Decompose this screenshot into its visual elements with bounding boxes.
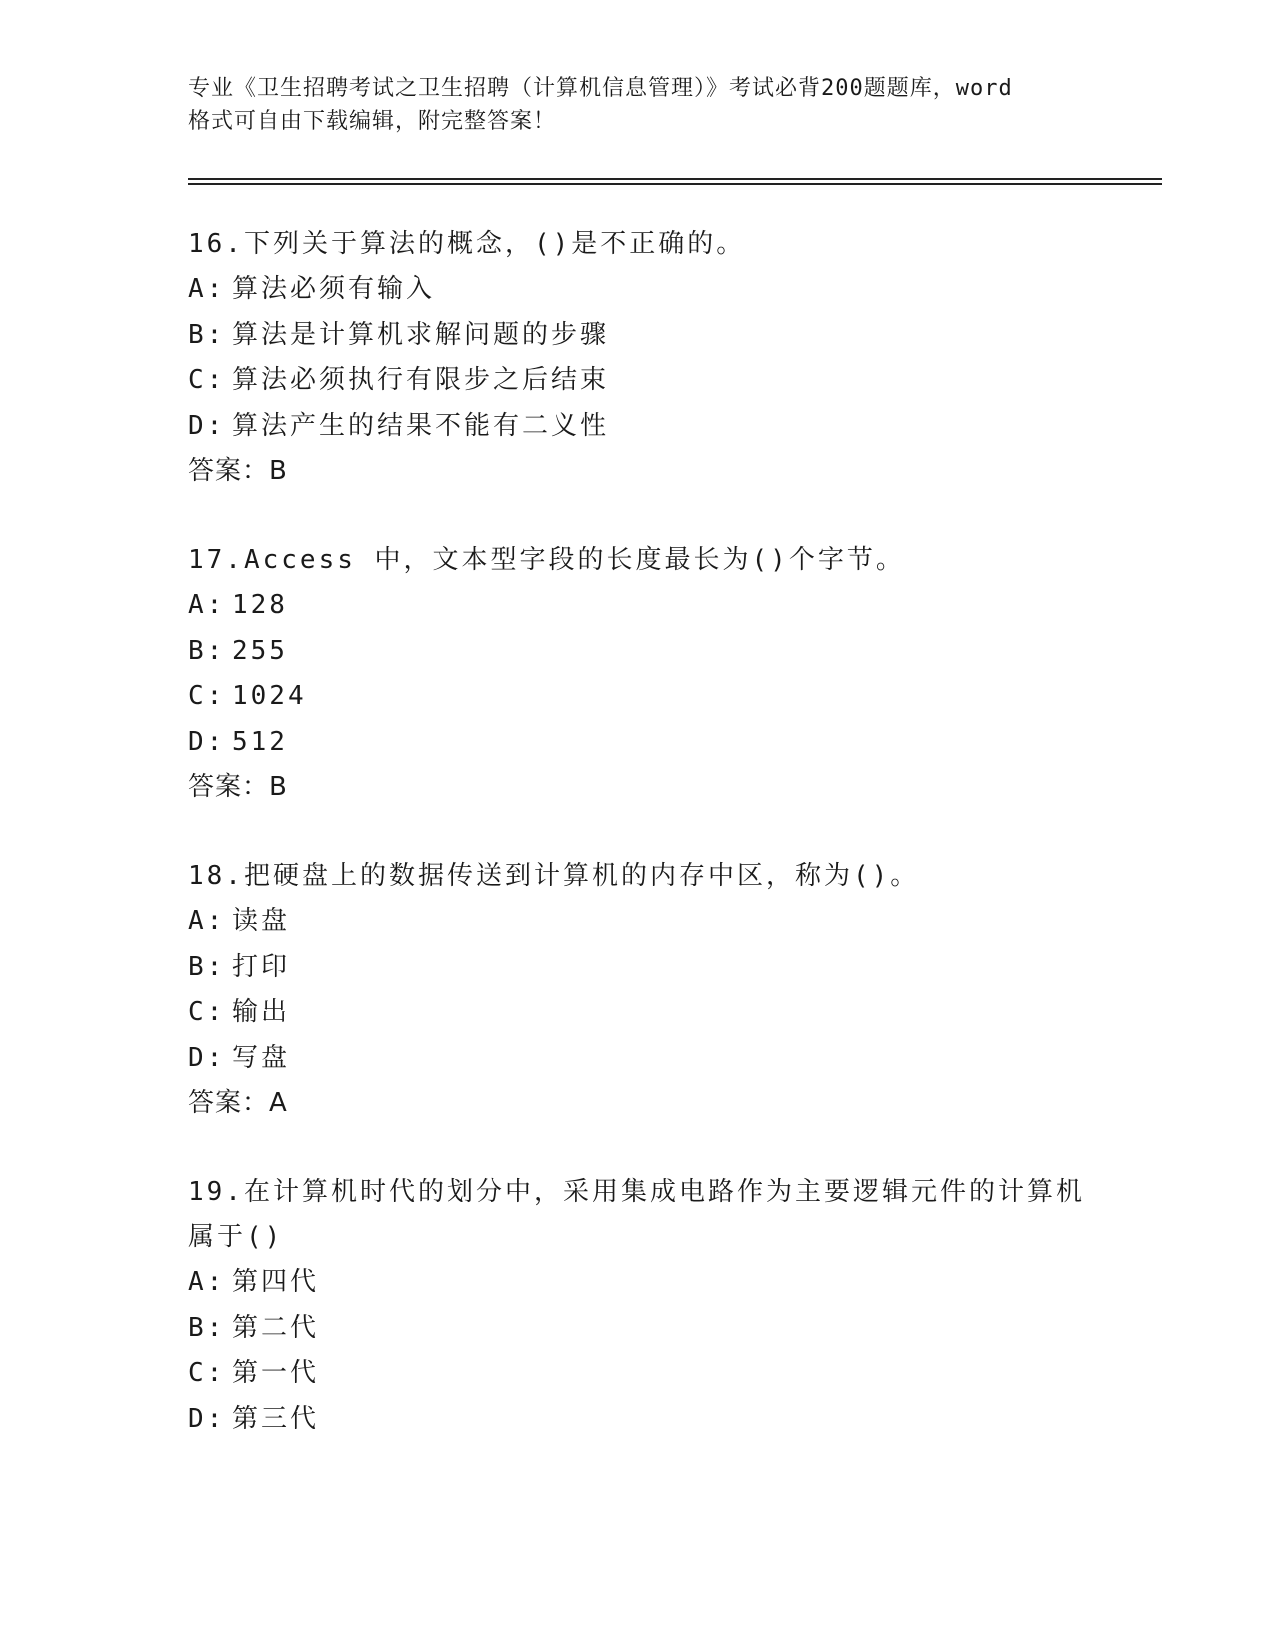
option-text: 第二代 [232,1312,320,1343]
question-19 [188,1170,1088,1442]
option-label: A: [188,1267,226,1297]
header-line-1: 专业《卫生招聘考试之卫生招聘（计算机信息管理）》考试必背200题题库，word [188,76,1013,101]
option-a [188,583,1088,629]
option-label: D: [188,1403,226,1434]
question-16 [188,222,1088,494]
option-b [188,945,1088,991]
option-label: A: [188,590,226,620]
option-text: 算法必须执行有限步之后结束 [232,365,610,395]
question-text: 17.Access 中，文本型字段的长度最长为()个字节。 [188,545,905,575]
option-c [188,674,1088,720]
option-label: B: [188,1312,226,1343]
option-text: 算法是计算机求解问题的步骤 [232,319,610,350]
question-text: 16.下列关于算法的概念，()是不正确的。 [188,229,746,259]
document-header [188,72,1088,138]
option-label: B: [188,635,226,666]
question-18 [188,854,1088,1126]
option-d [188,720,1088,766]
option-c [188,358,1088,404]
option-text: 算法产生的结果不能有二义性 [232,410,610,441]
option-text: 算法必须有输入 [232,274,436,304]
answer-text: 答案：B [188,772,288,802]
option-text: 读盘 [232,906,291,936]
option-text: 128 [232,590,288,620]
option-b [188,313,1088,359]
option-d [188,1397,1088,1443]
option-label: C: [188,1358,226,1388]
header-divider-bottom [188,183,1162,185]
question-text: 19.在计算机时代的划分中，采用集成电路作为主要逻辑元件的计算机属于() [188,1177,1085,1252]
option-text: 写盘 [232,1042,291,1073]
header-line-2: 格式可自由下载编辑，附完整答案！ [188,109,557,134]
option-label: B: [188,951,226,982]
option-label: C: [188,365,226,395]
option-label: C: [188,997,226,1027]
option-label: A: [188,274,226,304]
option-label: D: [188,726,226,757]
option-label: D: [188,410,226,441]
option-label: B: [188,319,226,350]
option-c [188,990,1088,1036]
option-a [188,899,1088,945]
question-17 [188,538,1088,810]
option-label: A: [188,906,226,936]
option-label: D: [188,1042,226,1073]
option-b [188,1306,1088,1352]
option-text: 打印 [232,951,291,982]
option-text: 第一代 [232,1358,320,1388]
option-text: 255 [232,635,288,666]
header-divider-top [188,178,1162,180]
option-text: 1024 [232,681,307,711]
option-text: 第四代 [232,1267,320,1297]
answer-text: 答案：B [188,456,288,486]
question-text: 18.把硬盘上的数据传送到计算机的内存中区，称为()。 [188,861,920,891]
answer-text: 答案：A [188,1088,288,1118]
option-d [188,1036,1088,1082]
option-text: 输出 [232,997,291,1027]
option-text: 第三代 [232,1403,320,1434]
option-text: 512 [232,726,288,757]
option-c [188,1351,1088,1397]
option-label: C: [188,681,226,711]
option-d [188,404,1088,450]
option-b [188,629,1088,675]
option-a [188,1260,1088,1306]
option-a [188,267,1088,313]
